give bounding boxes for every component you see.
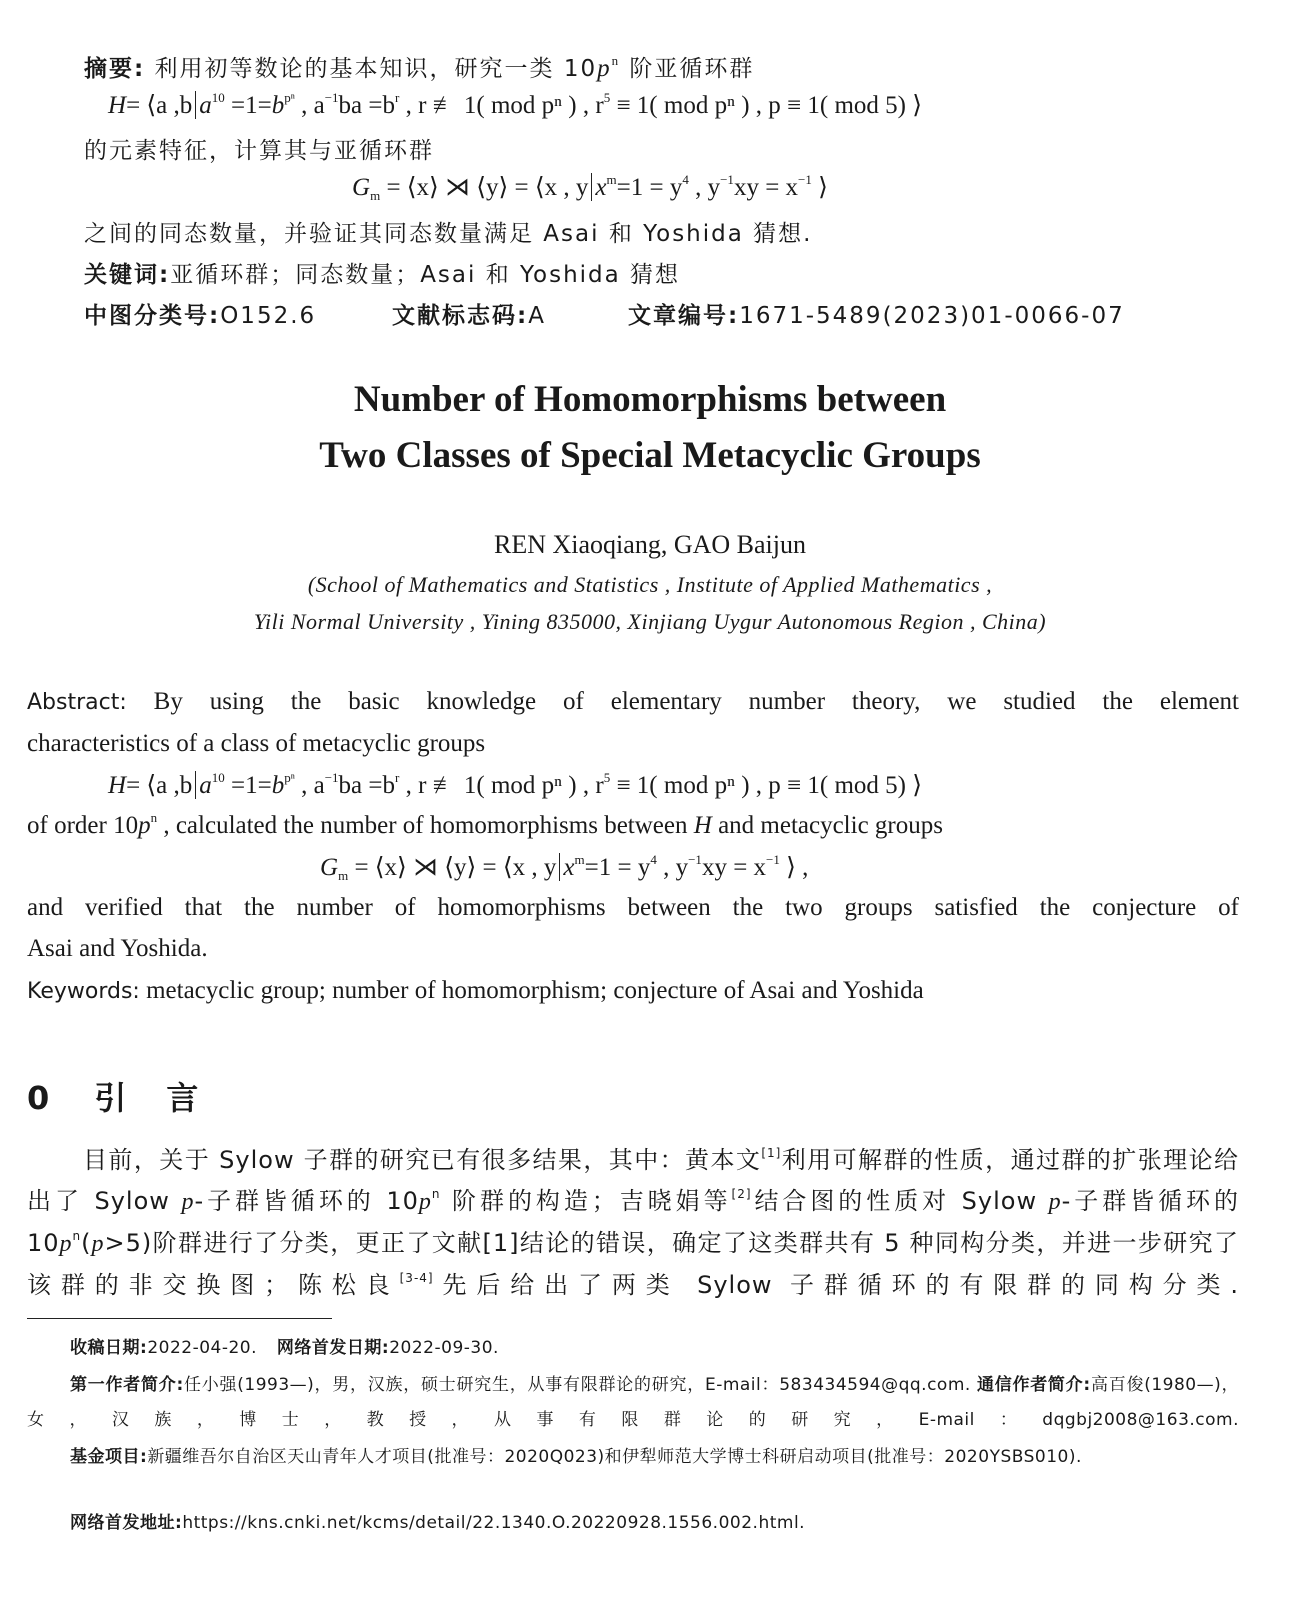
intro-text: 结合图的性质对 Sylow: [751, 1187, 1049, 1215]
footnote-url: [70, 1508, 805, 1533]
zh-abstract-tail: 阶亚循环群: [620, 56, 755, 82]
formula-sub: m: [338, 868, 349, 883]
formula-part: , a: [294, 92, 325, 119]
formula-H-lhs: H: [108, 92, 127, 119]
formula-G: G: [352, 174, 371, 201]
formula-G: G: [320, 854, 339, 881]
zh-formula-H: [108, 90, 922, 120]
formula-var: x: [595, 174, 607, 201]
formula-H-lhs: H: [108, 772, 127, 799]
online-date-label: 网络首发日期:: [276, 1338, 390, 1358]
en-formula-G: [320, 852, 808, 882]
formula-exp: pⁿ: [284, 90, 295, 105]
formula-close: ⟩: [811, 174, 828, 201]
formula-part: = ⟨x⟩ ⋊ ⟨y⟩ = ⟨x , y: [348, 854, 557, 881]
intro-text: 利用可解群的性质，通过群的扩张理论给出了 Sylow: [27, 1146, 1239, 1215]
formula-sub: m: [370, 188, 381, 203]
zh-keywords-text: 亚循环群；同态数量；Asai 和 Yoshida 猜想: [170, 262, 681, 288]
en-keywords-label: Keywords:: [27, 979, 140, 1004]
formula-part: ba =b: [338, 92, 395, 119]
section-number: 0: [27, 1079, 50, 1117]
en-keywords: [27, 977, 924, 1005]
formula-exp: −1: [324, 90, 339, 105]
en-keywords-text: metacyclic group; number of homomorphism; conjecture of Asai and Yoshida: [139, 977, 924, 1004]
formula-exp: −1: [766, 852, 780, 867]
formula-cond: ≡ 1( mod pⁿ ) , p ≡ 1( mod 5) ⟩: [610, 772, 922, 799]
en-formula-H: [108, 770, 922, 800]
intro-text: 先后给出了两类 Sylow 子群循环的有限群的同构分类.: [433, 1271, 1240, 1299]
en-abstract-line1: [27, 688, 1239, 716]
received-label: 收稿日期:: [70, 1338, 148, 1358]
formula-var: b: [271, 92, 285, 119]
exp-n: n: [431, 1187, 441, 1201]
en-abstract-line4: [27, 812, 943, 840]
footnote-dates: [70, 1333, 499, 1358]
intro-text: >5)阶群进行了分类，更正了文献[1]结论的错误，确定了这类群共有 5 种同构分类，并进一步研究了该群的非交换图；陈松良: [27, 1229, 1239, 1299]
zh-abstract-line1: [84, 50, 754, 83]
en-abstract-text: By using the basic knowledge of elementary number theory, we studied the element: [126, 688, 1239, 715]
var-H: H: [693, 812, 712, 839]
clc-label: 中图分类号:: [84, 303, 221, 329]
formula-exp: r: [394, 770, 400, 785]
formula-part: =1 = y: [616, 174, 683, 201]
fund-text: 新疆维吾尔自治区天山青年人才项目(批准号：2020Q023)和伊犁师范大学博士科研启动项目(批准号：2020YSBS010).: [147, 1447, 1082, 1467]
doc-code-value: A: [528, 303, 546, 329]
authors: REN Xiaoqiang, GAO Baijun: [494, 530, 806, 559]
var-p: p: [91, 1231, 105, 1257]
intro-text: (: [81, 1229, 92, 1257]
exp-n: n: [611, 53, 621, 68]
zh-keywords-label: 关键词:: [84, 262, 171, 288]
en-text: , calculated the number of homomorphisms between: [157, 812, 694, 839]
section-title: 引 言: [94, 1079, 203, 1117]
formula-part: xy = x: [733, 174, 799, 201]
exp-n: n: [72, 1229, 82, 1243]
zh-abstract-line3: 的元素特征，计算其与亚循环群: [84, 138, 434, 164]
en-abstract-label: Abstract:: [27, 690, 127, 715]
var-p: p: [597, 55, 612, 82]
formula-exp: −1: [798, 172, 812, 187]
corr-author-label: 通信作者简介:: [976, 1375, 1091, 1395]
paper-title-line2: Two Classes of Special Metacyclic Groups: [319, 435, 981, 476]
formula-part: xy = x: [701, 854, 767, 881]
zh-abstract-label: 摘要:: [84, 56, 146, 82]
formula-exp: −1: [688, 852, 702, 867]
exp-n: n: [150, 810, 158, 825]
formula-exp: 10: [211, 90, 225, 105]
fund-label: 基金项目:: [70, 1447, 148, 1467]
intro-text: 阶群的构造；吉晓娟等: [440, 1187, 732, 1215]
formula-var: x: [563, 854, 575, 881]
affiliation-line1: (School of Mathematics and Statistics , Institute of Applied Mathematics ,: [307, 572, 993, 597]
affiliation-line2: Yili Normal University , Yining 835000, Xinjiang Uygur Autonomous Region , China): [253, 609, 1047, 634]
formula-part: ba =b: [338, 772, 395, 799]
intro-text: 目前，关于 Sylow 子群的研究已有很多结果，其中：黄本文: [83, 1146, 762, 1174]
zh-abstract-line5: 之间的同态数量，并验证其同态数量满足 Asai 和 Yoshida 猜想.: [84, 221, 813, 247]
formula-close: ⟩ ,: [779, 854, 809, 881]
formula-exp: r: [394, 90, 400, 105]
formula-exp: m: [606, 172, 617, 187]
paper-title-line1: Number of Homomorphisms between: [353, 379, 947, 420]
formula-var: a: [199, 92, 212, 119]
corr-author-text: 高百俊(1980—)，女，汉族，博士，教授，从事有限群论的研究，E-mail：dqgbj2008@163.com.: [27, 1375, 1239, 1430]
en-abstract-line6: and verified that the number of homomorphisms between the two groups satisfied the conjecture of: [27, 894, 1239, 921]
formula-H-gens: = ⟨a ,b: [126, 92, 193, 119]
citation-ref[interactable]: [3-4]: [399, 1271, 434, 1285]
zh-abstract-text: 利用初等数论的基本知识，研究一类 10: [154, 56, 598, 82]
citation-ref[interactable]: [2]: [731, 1187, 752, 1201]
intro-paragraph: [27, 1140, 1239, 1306]
footnote-authors: [27, 1368, 1239, 1438]
article-number-label: 文章编号:: [628, 303, 740, 329]
formula-eq: =1=: [224, 92, 272, 119]
received-value: 2022-04-20.: [147, 1338, 258, 1358]
formula-cond: ≡ 1( mod pⁿ ) , p ≡ 1( mod 5) ⟩: [610, 92, 922, 119]
formula-eq: =1=: [224, 772, 272, 799]
en-abstract-line7: Asai and Yoshida.: [27, 935, 208, 962]
zh-formula-G: [352, 172, 828, 202]
formula-cond: , r ≢ 1( mod pⁿ ) , r: [399, 772, 604, 799]
doc-code: [392, 297, 546, 330]
formula-var: a: [199, 772, 212, 799]
var-p: p: [59, 1231, 73, 1257]
en-abstract-line2: characteristics of a class of metacyclic groups: [27, 730, 486, 757]
en-text: of order 10: [27, 812, 139, 839]
article-number-value: 1671-5489(2023)01-0066-07: [739, 303, 1125, 329]
first-author-label: 第一作者简介:: [70, 1375, 184, 1395]
var-p: p: [418, 1189, 432, 1215]
formula-exp: −1: [324, 770, 339, 785]
en-text: and metacyclic groups: [711, 812, 943, 839]
section-heading: [27, 1073, 202, 1119]
formula-exp: 5: [603, 770, 611, 785]
formula-exp: −1: [720, 172, 734, 187]
formula-exp: 4: [682, 172, 689, 187]
doc-code-label: 文献标志码:: [392, 303, 529, 329]
intro-text: -子群皆循环的 10: [194, 1187, 419, 1215]
formula-bar: [195, 771, 196, 799]
url-value[interactable]: https://kns.cnki.net/kcms/detail/22.1340.O.20220928.1556.002.html.: [182, 1513, 806, 1533]
online-date-value: 2022-09-30.: [389, 1338, 499, 1358]
formula-part: =1 = y: [584, 854, 651, 881]
citation-ref[interactable]: [1]: [761, 1146, 782, 1160]
formula-bar: [195, 91, 196, 119]
formula-exp: 4: [650, 852, 657, 867]
formula-exp: pⁿ: [284, 770, 295, 785]
classification-line: [84, 297, 316, 330]
formula-var: b: [271, 772, 285, 799]
formula-part: , y: [656, 854, 689, 881]
formula-exp: m: [574, 852, 585, 867]
formula-exp: 5: [603, 90, 611, 105]
clc-value: O152.6: [220, 303, 317, 329]
formula-bar: [559, 853, 560, 881]
formula-part: , y: [688, 174, 721, 201]
zh-keywords: [84, 256, 680, 289]
formula-part: , a: [294, 772, 325, 799]
footnote-divider: [27, 1318, 332, 1319]
formula-exp: 10: [211, 770, 225, 785]
formula-bar: [591, 173, 592, 201]
intro-text: -子群皆循环的 10: [27, 1187, 1239, 1257]
var-p: p: [138, 812, 151, 839]
footnote-fund: [27, 1440, 1239, 1475]
var-p: p: [181, 1189, 195, 1215]
formula-H-gens: = ⟨a ,b: [126, 772, 193, 799]
article-number: [628, 297, 1125, 330]
formula-part: = ⟨x⟩ ⋊ ⟨y⟩ = ⟨x , y: [380, 174, 589, 201]
formula-cond: , r ≢ 1( mod pⁿ ) , r: [399, 92, 604, 119]
var-p: p: [1048, 1189, 1062, 1215]
url-label: 网络首发地址:: [70, 1513, 183, 1533]
first-author-text: 任小强(1993—)，男，汉族，硕士研究生，从事有限群论的研究，E-mail：583434594@qq.com.: [183, 1375, 971, 1395]
